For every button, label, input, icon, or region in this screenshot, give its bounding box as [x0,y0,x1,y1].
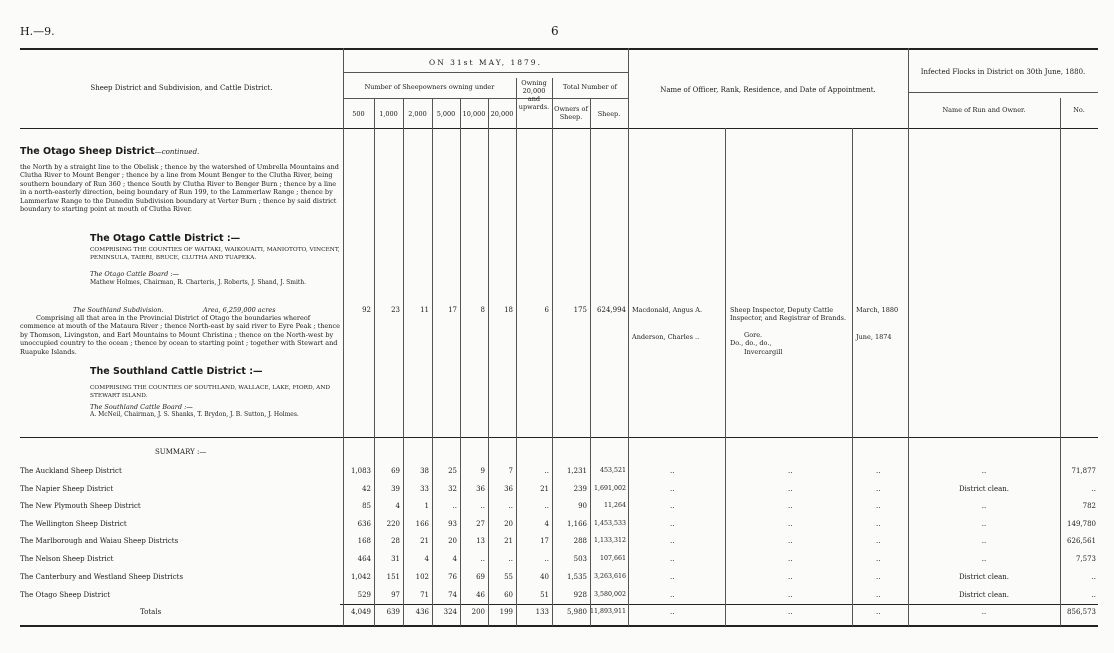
empty-cell: .. [788,591,793,599]
table-cell: 4 [452,555,457,563]
table-cell: 464 [357,555,371,563]
table-cell: 151 [386,573,400,581]
district-name: The Nelson Sheep District [20,555,114,563]
empty-cell: .. [876,537,881,545]
table-cell: 38 [420,467,429,475]
table-cell: 51 [540,591,549,599]
table-cell: 1,133,312 [593,537,626,544]
run-owner-cell: .. [981,608,987,616]
sheep-column-header: Sheep. [597,110,621,118]
district-name: The Auckland Sheep District [20,467,122,475]
table-cell: 60 [504,591,513,599]
otago-val-5000: 17 [448,306,457,314]
infected-number-cell: 71,877 [1071,467,1096,475]
table-cell: 1,453,533 [593,520,626,527]
table-cell: 1,231 [566,467,587,475]
table-cell: 1,042 [350,573,371,581]
summary-top-rule [20,437,1098,438]
otago-board-members: Mathew Holmes, Chairman, R. Charteris, J. Roberts, J. Shand, J. Smith. [90,279,307,286]
run-owner-cell: District clean. [958,485,1009,493]
owning-under-header: Number of Sheepowners owning under [364,83,495,91]
officer-date: March, 1880 [856,306,899,314]
table-cell: 36 [504,485,513,493]
run-owner-cell: .. [981,520,987,528]
table-cell: 39 [391,485,400,493]
empty-cell: .. [876,573,881,581]
total-number-header: Total Number of [563,83,617,91]
table-cell: .. [480,502,485,510]
table-cell: 3,263,616 [593,573,626,580]
officer-name: Macdonald, Angus A. [632,306,703,314]
table-cell: 76 [448,573,457,581]
table-cell: 85 [362,502,371,510]
table-cell: 21 [540,485,549,493]
table-cell: 1,691,002 [593,485,626,492]
number-column-header: No. [1073,106,1085,114]
table-cell: 102 [415,573,429,581]
empty-cell: .. [788,502,793,510]
table-cell: 288 [573,537,587,545]
table-cell: .. [480,555,485,563]
top-rule [20,48,1098,50]
empty-cell: .. [788,520,793,528]
empty-cell: .. [670,520,675,528]
table-cell: 97 [391,591,400,599]
table-cell: 1,535 [566,573,587,581]
table-cell: 4 [424,555,429,563]
table-cell: 55 [504,573,513,581]
table-cell: 1,166 [566,520,587,528]
table-cell: .. [508,555,513,563]
empty-cell: .. [670,608,675,616]
table-cell: 71 [420,591,429,599]
date-column-header: ON 31st MAY, 1879. [429,58,542,67]
table-cell: 90 [578,502,587,510]
infected-number-cell: .. [1091,485,1096,493]
officer-column-header: Name of Officer, Rank, Residence, and Date of Appointment. [660,86,876,94]
document-reference: H.—9. [20,25,55,38]
table-cell: 4 [544,520,549,528]
run-owner-cell: District clean. [958,573,1009,581]
district-name: The Marlborough and Waiau Sheep Districts [20,537,179,545]
owning-upwards-header: Owning 20,000 and upwards. [518,79,550,111]
table-cell: .. [544,502,549,510]
otago-title: The Otago Sheep District [20,146,155,157]
col-5000: 5,000 [436,110,456,118]
table-cell: 31 [391,555,400,563]
district-name: The Otago Sheep District [20,591,111,599]
table-cell: 21 [504,537,513,545]
table-cell: 436 [415,608,429,616]
table-cell: 1,083 [350,467,371,475]
table-cell: 4,049 [350,608,371,616]
run-owner-header: Name of Run and Owner. [942,106,1026,114]
table-cell: 199 [499,608,513,616]
empty-cell: .. [876,485,881,493]
table-cell: 11,893,911 [590,608,627,615]
district-name: The Napier Sheep District [20,485,114,493]
otago-val-upwards: 6 [544,306,549,314]
table-row [0,467,1114,481]
table-cell: 28 [391,537,400,545]
table-cell: 639 [386,608,400,616]
table-cell: .. [544,467,549,475]
otago-board-label: The Otago Cattle Board :— [90,270,180,278]
empty-cell: .. [670,502,675,510]
table-cell: 220 [386,520,400,528]
table-cell: 5,980 [566,608,587,616]
table-cell: 324 [443,608,457,616]
empty-cell: .. [670,555,675,563]
table-cell: 11,264 [603,502,626,509]
table-cell: 69 [476,573,485,581]
otago-val-2000: 11 [420,306,429,314]
empty-cell: .. [670,591,675,599]
table-cell: 74 [448,591,457,599]
run-owner-cell: District clean. [958,591,1009,599]
infected-number-cell: 626,561 [1067,537,1096,545]
empty-cell: .. [670,485,675,493]
officer-date: June, 1874 [856,333,892,341]
empty-cell: .. [788,608,793,616]
run-owner-cell: .. [981,502,987,510]
empty-cell: .. [788,573,793,581]
district-name: The Wellington Sheep District [20,520,127,528]
district-column-header: Sheep District and Subdivision, and Cattle District. [90,84,273,92]
table-cell: 503 [573,555,587,563]
empty-cell: .. [788,555,793,563]
header-bottom-rule [20,128,1098,129]
officer-residence: Invercargill [744,348,783,356]
table-cell: 168 [357,537,371,545]
infected-number-cell: .. [1091,591,1096,599]
table-cell: 46 [476,591,485,599]
empty-cell: .. [670,537,675,545]
table-cell: 4 [395,502,400,510]
otago-val-10000: 8 [480,306,485,314]
table-cell: .. [452,502,457,510]
column-divider [852,128,853,626]
subheader-rule [343,98,628,99]
table-cell: 636 [357,520,371,528]
infected-number-cell: 782 [1082,502,1096,510]
empty-cell: .. [876,555,881,563]
table-cell: 40 [540,573,549,581]
table-row [0,502,1114,516]
table-cell: 36 [476,485,485,493]
col-10000: 10,000 [462,110,486,118]
table-row [0,520,1114,534]
totals-row [0,608,1114,622]
run-owner-cell: .. [981,467,987,475]
district-name: The Canterbury and Westland Sheep Districts [20,573,184,581]
southland-board-members: A. McNeil, Chairman, J. S. Shanks, T. Brydon, J. B. Sutton, J. Holmes. [90,411,299,418]
summary-label: SUMMARY :— [155,448,207,456]
table-cell: 21 [420,537,429,545]
table-cell: 20 [504,520,513,528]
empty-cell: .. [670,467,675,475]
table-cell: 3,580,002 [593,591,626,598]
otago-val-sheep: 624,994 [597,306,626,314]
otago-val-owners: 175 [573,306,587,314]
officer-name: Anderson, Charles .. [632,333,700,341]
empty-cell: .. [876,608,881,616]
district-name: The New Plymouth Sheep District [20,502,141,510]
col-20000: 20,000 [490,110,514,118]
otago-cattle-heading: The Otago Cattle District :— [90,233,241,244]
table-cell: .. [508,502,513,510]
table-cell: 107,661 [599,555,626,562]
infected-number-cell: 149,780 [1067,520,1096,528]
table-cell: 239 [573,485,587,493]
southland-subdivision-label: The Southland Subdivision. [73,306,164,314]
empty-cell: .. [788,485,793,493]
col-500: 500 [352,110,365,118]
otago-district-heading [20,146,199,157]
col-1000: 1,000 [379,110,398,118]
table-cell: 453,521 [599,467,626,474]
table-cell: 42 [362,485,371,493]
run-owner-cell: .. [981,537,987,545]
table-cell: 13 [476,537,485,545]
empty-cell: .. [788,537,793,545]
empty-cell: .. [876,467,881,475]
table-cell: 200 [471,608,485,616]
table-cell: .. [544,555,549,563]
empty-cell: .. [670,573,675,581]
otago-val-1000: 23 [391,306,400,314]
owners-column-header: Owners of Sheep. [554,105,588,121]
table-cell: 7 [508,467,513,475]
officer-rank: Sheep Inspector, Deputy Cattle Inspector, and Registrar of Brands. [730,306,847,323]
infected-flocks-header: Infected Flocks in District on 30th June, 1880. [920,68,1086,76]
empty-cell: .. [876,591,881,599]
infected-number-cell: 7,573 [1075,555,1096,563]
table-cell: 1 [424,502,429,510]
column-divider [725,128,726,626]
table-cell: 133 [535,608,549,616]
subheader-rule [343,72,628,73]
table-row [0,485,1114,499]
table-cell: 69 [391,467,400,475]
infected-number-cell: .. [1091,573,1096,581]
empty-cell: .. [876,520,881,528]
table-row [0,573,1114,587]
infected-number-cell: 856,573 [1067,608,1096,616]
table-cell: 93 [448,520,457,528]
southland-cattle-comprising: COMPRISING THE COUNTIES OF SOUTHLAND, WALLACE, LAKE, FIORD, AND STEWART ISLAND. [90,385,331,400]
run-owner-cell: .. [981,555,987,563]
table-cell: 9 [480,467,485,475]
table-cell: 928 [573,591,587,599]
table-row [0,555,1114,569]
totals-label: Totals [140,608,162,616]
otago-cattle-comprising: COMPRISING THE COUNTIES OF WAITAKI, WAIKOUAITI, MANIOTOTO, VINCENT, PENINSULA, TAIERI, BRUCE, CLUTHA AND TUAPEKA. [90,247,340,262]
col-2000: 2,000 [408,110,427,118]
bottom-rule [20,625,1098,627]
table-cell: 17 [540,537,549,545]
table-cell: 166 [415,520,429,528]
otago-val-20000: 18 [504,306,513,314]
empty-cell: .. [876,502,881,510]
southland-cattle-heading: The Southland Cattle District :— [90,366,263,377]
continued-label: —continued. [154,148,200,156]
table-cell: 27 [476,520,485,528]
table-cell: 33 [420,485,429,493]
officer-rank: Do., do., do., [730,339,772,347]
page-number: 6 [551,24,559,38]
southland-description: Comprising all that area in the Provincial District of Otago the boundaries whereof commence at mouth of the Mataura River ; thence North-east by said river to Eyre Peak ; thence by Thomson, Livingston, and Earl Mountains to Mount Christina ; thence on the North-west by unoccupied country to the ocean ; thence by ocean to starting point ; together with Stewart and Ruapuke Islands. [20,314,340,356]
table-cell: 25 [448,467,457,475]
table-cell: 529 [357,591,371,599]
table-row [0,537,1114,551]
southland-board-label: The Southland Cattle Board :— [90,403,193,411]
empty-cell: .. [788,467,793,475]
southland-area: Area, 6,259,000 acres [203,306,276,314]
table-cell: 32 [448,485,457,493]
otago-val-500: 92 [362,306,371,314]
subheader-rule [908,92,1098,93]
officer-residence: Gore. [744,331,763,339]
table-cell: 20 [448,537,457,545]
otago-boundary-text: the North by a straight line to the Obelisk ; thence by the watershed of Umbrella Mountains and Clutha River to Mount Benger ; thence by a line from Mount Benger to the Clutha River, being southern boundary of Run 360 ; thence South by Clutha River to Benger Burn ; thence by a line in a north-easterly direction, being boundary of Run 199, to the Lammerlaw Range ; thence by Lammerlaw Range to the Dunedin Subdivision boundary at Verter Burn ; thence by said district boundary to starting point at mouth of Clutha River. [20,163,339,214]
table-row [0,591,1114,605]
